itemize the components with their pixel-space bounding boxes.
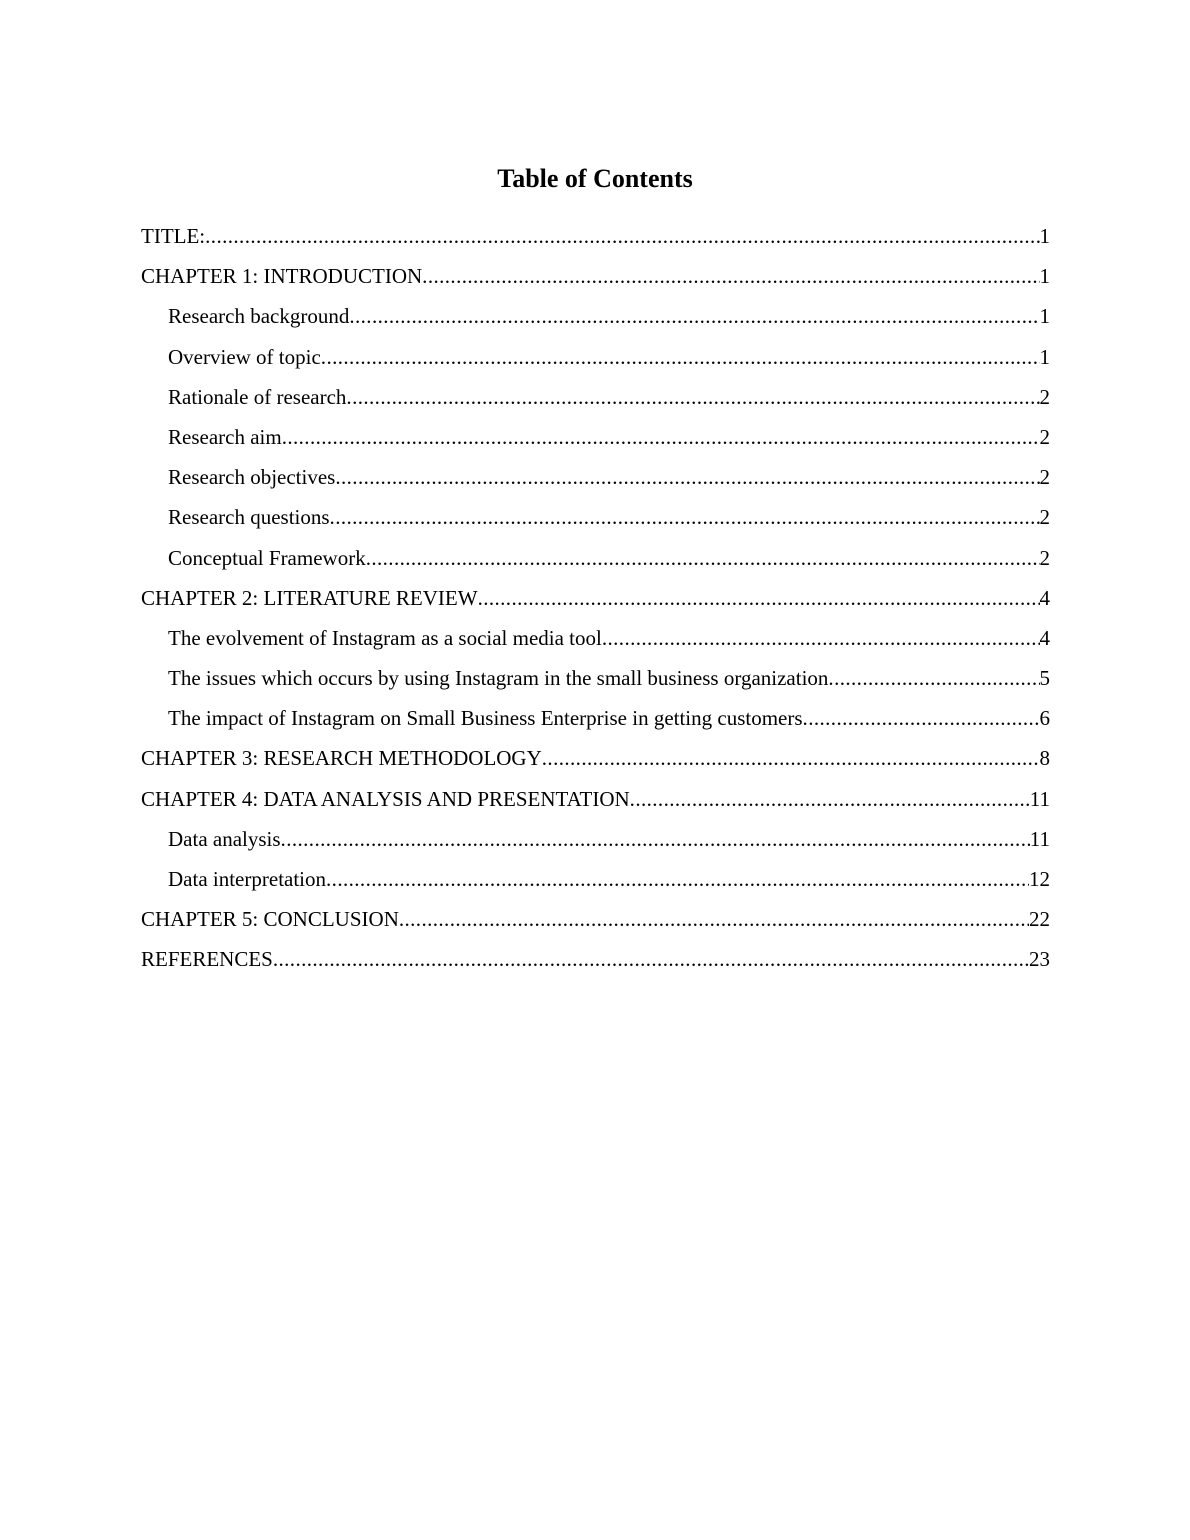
toc-entry-title[interactable] (141, 220, 1050, 260)
toc-entry-label: CHAPTER 2: LITERATURE REVIEW (141, 585, 478, 610)
toc-entry-label: Rationale of research (168, 384, 347, 409)
toc-dot-leader (349, 300, 1039, 332)
toc-dot-leader (335, 461, 1039, 493)
toc-entry-label: TITLE: (141, 224, 206, 248)
toc-entry-chapter-3[interactable] (141, 742, 1050, 782)
toc-entry-label: CHAPTER 1: INTRODUCTION (141, 264, 423, 289)
toc-entry-page: 4 (1039, 585, 1050, 610)
toc-entry-label: The evolvement of Instagram as a social media tool (168, 625, 602, 650)
toc-dot-leader (422, 260, 1039, 292)
toc-entry-page: 1 (1039, 224, 1050, 248)
toc-dot-leader (205, 220, 1039, 252)
toc-entry-page: 12 (1029, 867, 1050, 891)
toc-entry-label: The issues which occurs by using Instagram in the small business organization (168, 666, 829, 691)
toc-dot-leader (346, 381, 1039, 413)
toc-entry-page: 22 (1029, 907, 1050, 932)
toc-entry-research-objectives[interactable] (141, 461, 1050, 501)
toc-entry-page: 11 (1029, 826, 1050, 851)
toc-entry-overview-of-topic[interactable] (141, 341, 1050, 381)
toc-entry-page: 2 (1039, 505, 1050, 530)
toc-dot-leader (321, 341, 1040, 373)
toc-dot-leader (478, 582, 1040, 614)
toc-entry-label: REFERENCES (141, 947, 273, 972)
toc-entry-page: 2 (1039, 424, 1050, 449)
toc-entry-label: Research aim (168, 424, 282, 449)
toc-entry-references[interactable] (141, 943, 1050, 983)
toc-entry-chapter-4[interactable] (141, 783, 1050, 823)
toc-entry-label: Data interpretation (168, 867, 327, 891)
toc-dot-leader (330, 501, 1040, 533)
toc-entry-page: 8 (1039, 746, 1050, 771)
toc-entry-page: 23 (1029, 947, 1050, 972)
toc-entry-research-questions[interactable] (141, 501, 1050, 541)
toc-entry-data-analysis[interactable] (141, 823, 1050, 863)
toc-entry-issues-using-instagram[interactable] (141, 662, 1050, 702)
toc-dot-leader (542, 742, 1040, 774)
toc-entry-page: 11 (1029, 786, 1050, 811)
toc-dot-leader (326, 863, 1029, 895)
toc-entry-label: Conceptual Framework (168, 545, 366, 570)
toc-dot-leader (366, 542, 1040, 574)
toc-entry-label: Research background (168, 304, 350, 329)
toc-entry-chapter-5[interactable] (141, 903, 1050, 943)
toc-heading: Table of Contents (497, 164, 693, 193)
toc-entry-label: The impact of Instagram on Small Business Enterprise in getting customers (168, 706, 803, 731)
toc-dot-leader (630, 783, 1030, 815)
toc-dot-leader (602, 622, 1040, 654)
toc-list (141, 220, 1050, 984)
toc-entry-label: Data analysis (168, 826, 281, 851)
toc-dot-leader (281, 823, 1030, 855)
toc-entry-label: Overview of topic (168, 344, 321, 369)
toc-entry-chapter-1[interactable] (141, 260, 1050, 300)
toc-entry-rationale-of-research[interactable] (141, 381, 1050, 421)
toc-entry-conceptual-framework[interactable] (141, 542, 1050, 582)
toc-dot-leader (803, 702, 1040, 734)
toc-entry-research-background[interactable] (141, 300, 1050, 340)
toc-entry-page: 1 (1039, 264, 1050, 289)
toc-entry-page: 1 (1039, 304, 1050, 329)
toc-entry-label: Research questions (168, 505, 330, 530)
toc-entry-label: CHAPTER 4: DATA ANALYSIS AND PRESENTATION (141, 786, 630, 811)
toc-entry-chapter-2[interactable] (141, 582, 1050, 622)
toc-dot-leader (282, 421, 1040, 453)
toc-entry-page: 1 (1039, 344, 1050, 369)
toc-entry-research-aim[interactable] (141, 421, 1050, 461)
toc-dot-leader (273, 943, 1029, 975)
toc-entry-page: 6 (1039, 706, 1050, 731)
toc-entry-label: CHAPTER 3: RESEARCH METHODOLOGY (141, 746, 542, 771)
toc-entry-page: 2 (1039, 384, 1050, 409)
toc-dot-leader (828, 662, 1039, 694)
toc-entry-page: 4 (1039, 625, 1050, 650)
toc-entry-label: Research objectives (168, 465, 336, 490)
toc-entry-evolvement-of-instagram[interactable] (141, 622, 1050, 662)
toc-entry-page: 5 (1039, 666, 1050, 691)
toc-dot-leader (399, 903, 1029, 935)
toc-entry-label: CHAPTER 5: CONCLUSION (141, 907, 399, 932)
toc-entry-page: 2 (1039, 465, 1050, 490)
toc-entry-impact-of-instagram[interactable] (141, 702, 1050, 742)
toc-entry-data-interpretation[interactable] (141, 863, 1050, 903)
toc-entry-page: 2 (1039, 545, 1050, 570)
